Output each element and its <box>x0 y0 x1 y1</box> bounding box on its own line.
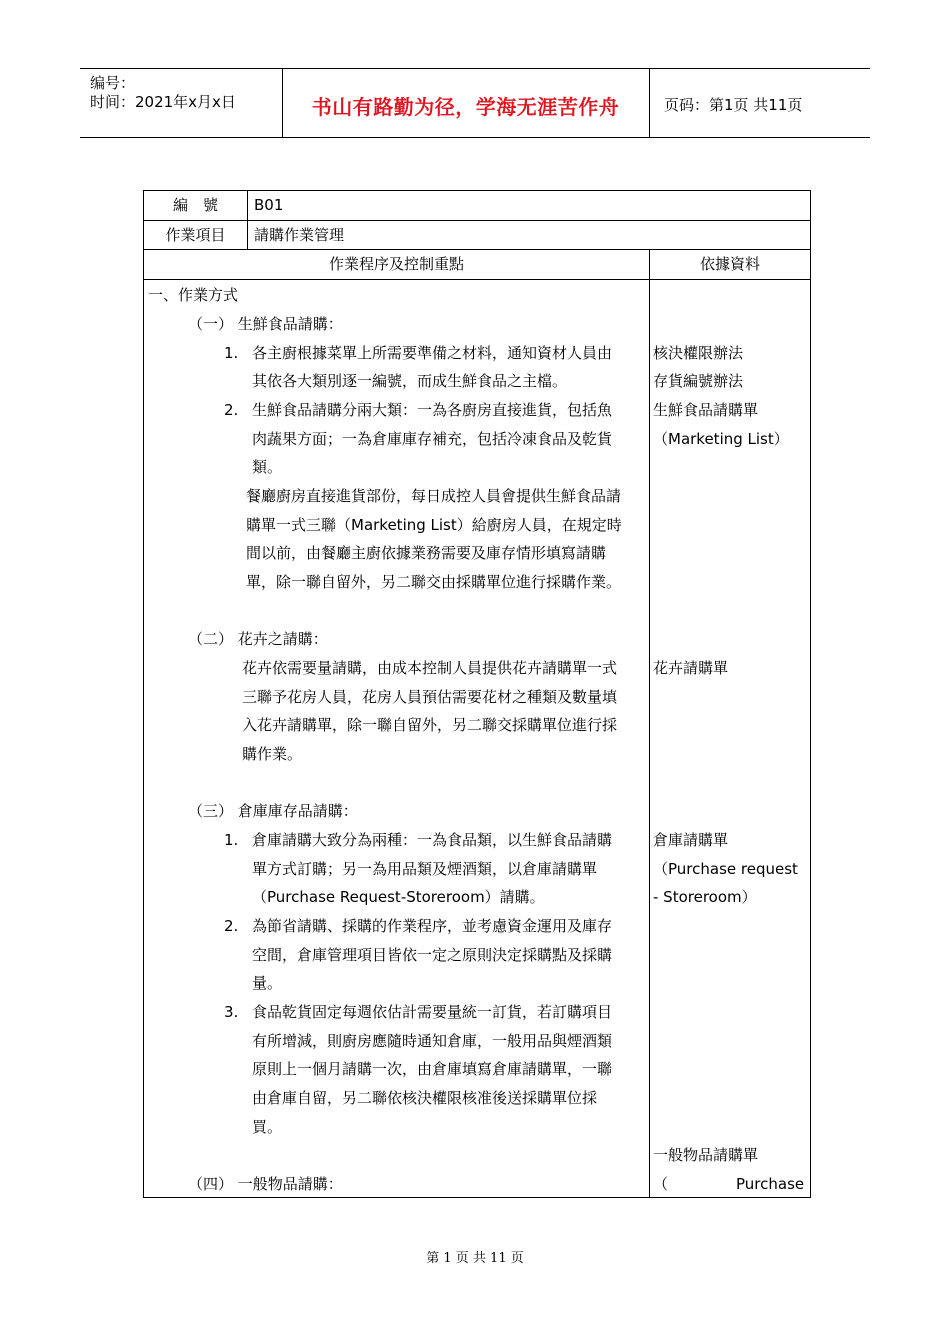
reference-item: （ <box>653 1175 669 1193</box>
paragraph-line: 各主廚根據菜單上所需要準備之材料，通知資材人員由 <box>252 344 613 362</box>
procedure-column-header: 作業程序及控制重點 <box>144 250 650 279</box>
page-footer: 第 1 页 共 11 页 <box>426 1251 524 1266</box>
time-label: 时间：2021年x月x日 <box>90 93 236 111</box>
column-divider <box>649 280 650 1198</box>
header-motto: 书山有路勤为径，学海无涯苦作舟 <box>311 95 620 119</box>
paragraph-line: 為節省請購、採購的作業程序，並考慮資金運用及庫存 <box>252 917 613 935</box>
paragraph-line: 生鮮食品請購分兩大類：一為各廚房直接進貨，包括魚 <box>252 401 613 419</box>
header-page-info: 页码：第1页 共11页 <box>664 96 803 114</box>
id-label: 編 號 <box>144 191 248 220</box>
reference-item: 一般物品請購單 <box>653 1146 759 1164</box>
paragraph-line: 花卉依需要量請購，由成本控制人員提供花卉請購單一式 <box>242 659 618 677</box>
reference-item: 生鮮食品請購單 <box>653 401 759 419</box>
id-row <box>144 191 810 221</box>
page-header <box>80 68 870 138</box>
reference-item: - Storeroom） <box>653 888 757 906</box>
subsection-title-fresh-food: （一） 生鮮食品請購： <box>188 315 343 333</box>
reference-item: 倉庫請購單 <box>653 831 729 849</box>
paragraph-line: 原則上一個月請購一次，由倉庫填寫倉庫請購單，一聯 <box>252 1060 613 1078</box>
paragraph-line: 入花卉請購單，除一聯自留外，另二聯交採購單位進行採 <box>242 716 618 734</box>
paragraph-line: 肉蔬果方面；一為倉庫庫存補充，包括冷凍食品及乾貨 <box>252 430 613 448</box>
paragraph-line: 買。 <box>252 1118 283 1136</box>
item-value: 請購作業管理 <box>254 226 345 244</box>
paragraph-line: 倉庫請購大致分為兩種：一為食品類，以生鮮食品請購 <box>252 831 613 849</box>
header-page-cell <box>650 69 870 137</box>
procedure-table <box>143 190 811 1198</box>
paragraph-line: 食品乾貨固定每週依估計需要量統一訂貨，若訂購項目 <box>252 1003 613 1021</box>
section-heading: 一、作業方式 <box>148 286 239 304</box>
list-number: 3. <box>224 1003 239 1021</box>
list-number: 2. <box>224 401 239 419</box>
subsection-title-storeroom: （三） 倉庫庫存品請購： <box>188 802 358 820</box>
number-label: 编号： <box>90 74 136 92</box>
item-row <box>144 221 810 250</box>
id-value: B01 <box>254 196 284 214</box>
reference-item: 核決權限辦法 <box>653 344 744 362</box>
reference-item: 存貨編號辦法 <box>653 372 744 390</box>
list-number: 1. <box>224 344 239 362</box>
paragraph-line: 三聯予花房人員，花房人員預估需要花材之種類及數量填 <box>242 688 618 706</box>
header-left-cell <box>80 69 283 137</box>
reference-item: Purchase <box>736 1175 805 1193</box>
paragraph-line: （Purchase Request-Storeroom）請購。 <box>252 888 545 906</box>
paragraph-line: 單，除一聯自留外，另二聯交由採購單位進行採購作業。 <box>246 573 622 591</box>
paragraph-line: 由倉庫自留，另二聯依核決權限核准後送採購單位採 <box>252 1089 598 1107</box>
column-header-row <box>144 250 810 280</box>
subsection-title-general: （四） 一般物品請購： <box>188 1175 343 1193</box>
reference-column-header: 依據資料 <box>699 255 760 273</box>
paragraph-line: 空間，倉庫管理項目皆依一定之原則決定採購點及採購 <box>252 946 613 964</box>
paragraph-line: 有所增減，則廚房應隨時通知倉庫，一般用品與煙酒類 <box>252 1032 613 1050</box>
paragraph-line: 購單一式三聯（Marketing List）給廚房人員，在規定時 <box>246 516 622 534</box>
paragraph-line: 單方式訂購；另一為用品類及煙酒類，以倉庫請購單 <box>252 860 598 878</box>
paragraph-line: 量。 <box>252 974 283 992</box>
header-motto-cell <box>282 69 650 137</box>
list-number: 2. <box>224 917 239 935</box>
paragraph-line: 類。 <box>252 458 283 476</box>
list-number: 1. <box>224 831 239 849</box>
paragraph-line: 間以前，由餐廳主廚依據業務需要及庫存情形填寫請購 <box>246 544 607 562</box>
reference-item: （Purchase request <box>653 860 798 878</box>
paragraph-line: 購作業。 <box>242 745 303 763</box>
paragraph-line: 餐廳廚房直接進貨部份，每日成控人員會提供生鮮食品請 <box>246 487 622 505</box>
reference-item: 花卉請購單 <box>653 659 729 677</box>
reference-item: （Marketing List） <box>653 430 789 448</box>
paragraph-line: 其依各大類別逐一編號，而成生鮮食品之主檔。 <box>252 372 568 390</box>
item-label: 作業項目 <box>144 221 248 249</box>
subsection-title-flowers: （二） 花卉之請購： <box>188 630 328 648</box>
